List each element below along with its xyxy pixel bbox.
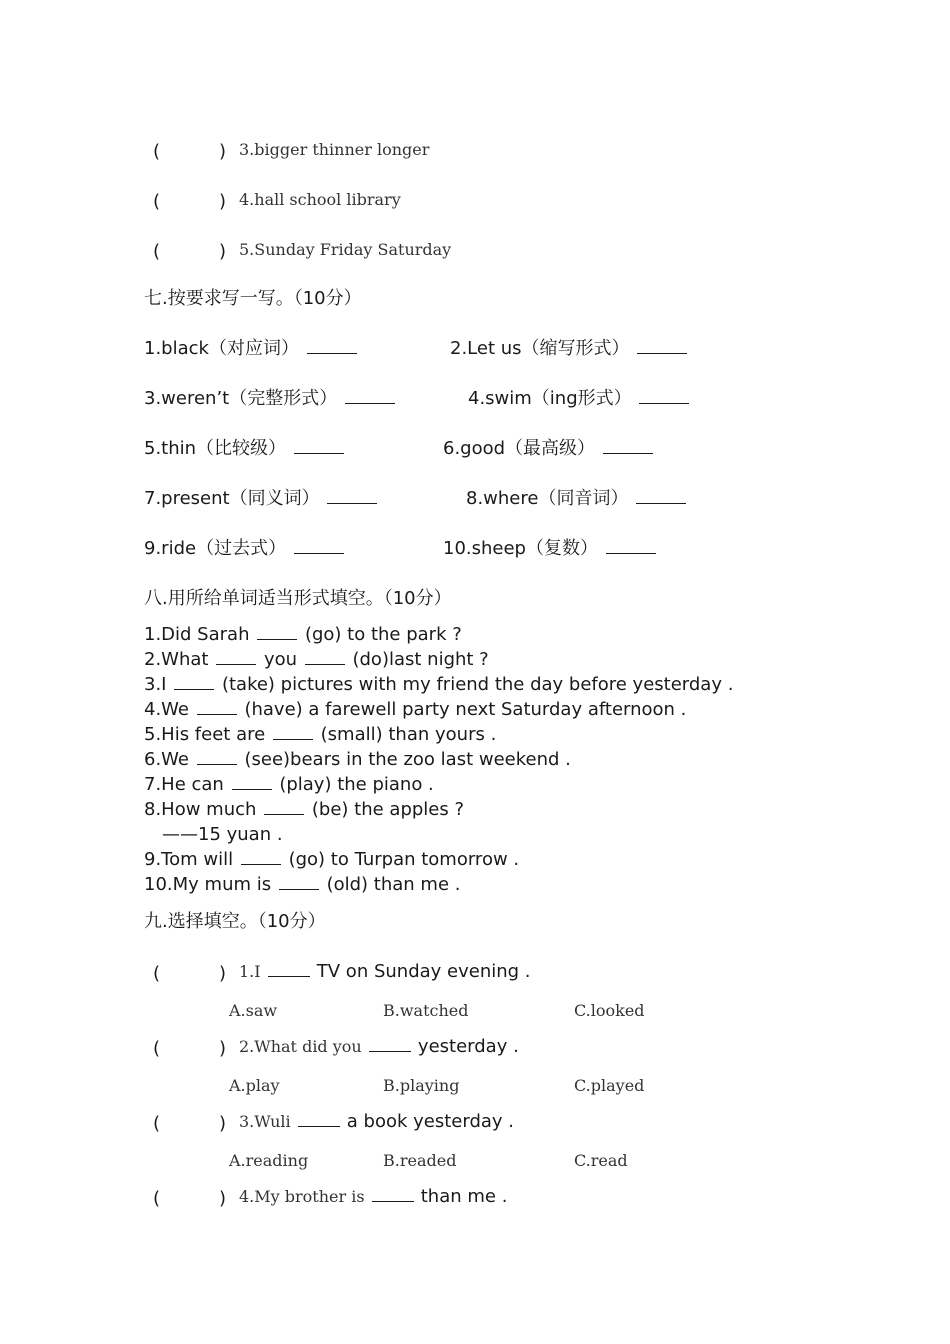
answer-blank[interactable] [603,452,653,454]
answer-blank[interactable] [216,663,256,665]
answer-blank[interactable] [197,713,237,715]
answer-paren-open: ( [153,241,161,262]
s8-line: 4.We (have) a farewell party next Saturday afternoon . [144,699,687,720]
answer-blank[interactable] [257,638,297,640]
s7-item: 2.Let us（缩写形式） [450,340,689,358]
option-b[interactable]: B.watched [383,1001,469,1020]
answer-paren-close: ) [219,241,227,262]
s8-line: 6.We (see)bears in the zoo last weekend . [144,749,571,770]
answer-paren-close: ) [219,1188,227,1209]
s9-question: 2.What did you yesterday . [239,1036,519,1057]
answer-blank[interactable] [307,352,357,354]
option-a[interactable]: A.saw [229,1001,278,1020]
answer-blank[interactable] [273,738,313,740]
s6-item-4: 4.hall school library [239,190,401,209]
s7-item: 10.sheep（复数） [443,540,658,558]
answer-blank[interactable] [327,502,377,504]
option-a[interactable]: A.reading [229,1151,309,1170]
s8-line: 5.His feet are (small) than yours . [144,724,497,745]
s7-item: 8.where（同音词） [466,490,688,508]
answer-paren-close: ) [219,963,227,984]
s8-line-answer: ——15 yuan . [162,824,283,845]
answer-paren-close: ) [219,191,227,212]
answer-blank[interactable] [232,788,272,790]
section9-title: 九.选择填空。（10分） [144,911,326,932]
option-c[interactable]: C.looked [574,1001,645,1020]
option-c[interactable]: C.read [574,1151,628,1170]
answer-paren-close: ) [219,1038,227,1059]
answer-blank[interactable] [268,975,310,977]
answer-paren-close: ) [219,141,227,162]
s6-item-3: 3.bigger thinner longer [239,140,430,159]
answer-paren-open: ( [153,191,161,212]
s7-item: 1.black（对应词） [144,340,359,358]
s8-line: 8.How much (be) the apples ? [144,799,465,820]
s7-item: 3.weren’t（完整形式） [144,390,397,408]
answer-blank[interactable] [197,763,237,765]
option-b[interactable]: B.playing [383,1076,460,1095]
s7-item: 7.present（同义词） [144,490,379,508]
s7-item: 6.good（最高级） [443,440,655,458]
answer-blank[interactable] [279,888,319,890]
s7-item: 5.thin（比较级） [144,440,346,458]
answer-blank[interactable] [369,1050,411,1052]
s9-question: 3.Wuli a book yesterday . [239,1111,515,1132]
answer-paren-open: ( [153,1188,161,1209]
answer-blank[interactable] [636,502,686,504]
s8-line: 7.He can (play) the piano . [144,774,434,795]
s6-item-5: 5.Sunday Friday Saturday [239,240,452,259]
answer-blank[interactable] [298,1125,340,1127]
answer-paren-open: ( [153,1038,161,1059]
answer-paren-open: ( [153,141,161,162]
answer-blank[interactable] [294,552,344,554]
answer-blank[interactable] [294,452,344,454]
s8-line: 3.I (take) pictures with my friend the day before yesterday . [144,674,734,695]
s9-question: 4.My brother is than me . [239,1186,508,1207]
answer-blank[interactable] [174,688,214,690]
option-c[interactable]: C.played [574,1076,645,1095]
s8-line: 10.My mum is (old) than me . [144,874,461,895]
answer-blank[interactable] [241,863,281,865]
s9-question: 1.I TV on Sunday evening . [239,961,531,982]
answer-blank[interactable] [372,1200,414,1202]
answer-blank[interactable] [305,663,345,665]
answer-blank[interactable] [639,402,689,404]
answer-blank[interactable] [264,813,304,815]
answer-blank[interactable] [345,402,395,404]
s7-item: 4.swim（ing形式） [468,390,691,408]
s8-line: 9.Tom will (go) to Turpan tomorrow . [144,849,520,870]
answer-paren-open: ( [153,1113,161,1134]
s7-item: 9.ride（过去式） [144,540,346,558]
answer-paren-close: ) [219,1113,227,1134]
s8-line: 2.What you (do)last night ? [144,649,489,670]
section7-title: 七.按要求写一写。（10分） [144,288,362,309]
answer-blank[interactable] [606,552,656,554]
answer-paren-open: ( [153,963,161,984]
option-b[interactable]: B.readed [383,1151,457,1170]
s8-line: 1.Did Sarah (go) to the park ? [144,624,462,645]
option-a[interactable]: A.play [229,1076,280,1095]
answer-blank[interactable] [637,352,687,354]
section8-title: 八.用所给单词适当形式填空。（10分） [144,588,452,609]
